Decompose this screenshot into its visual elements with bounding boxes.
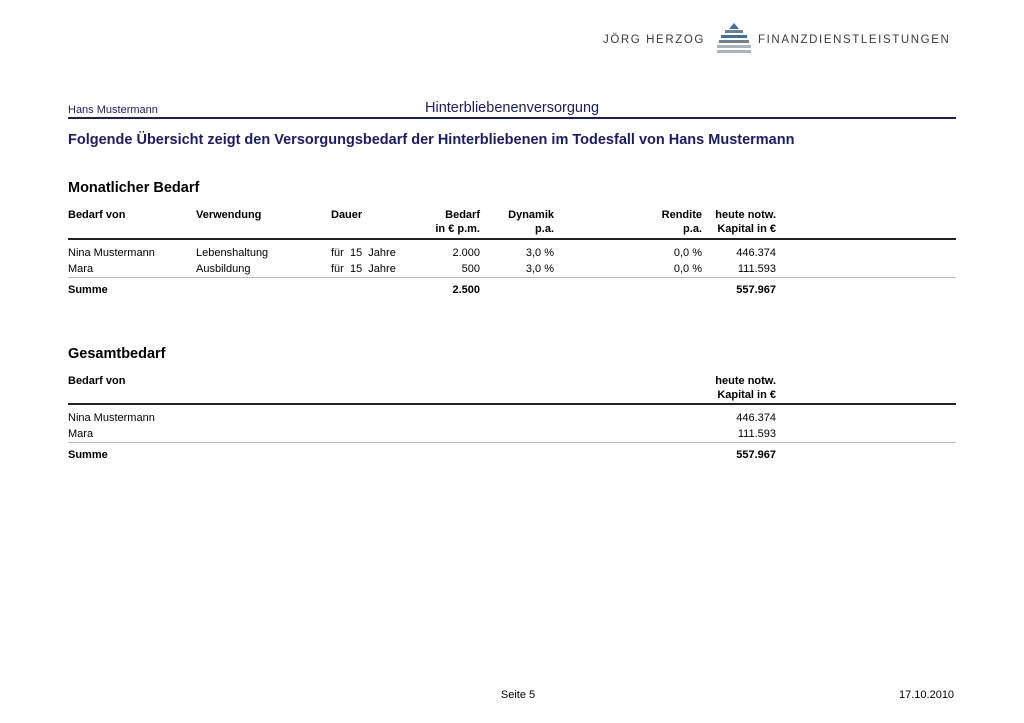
- col-kapital-line2: Kapital in €: [717, 389, 776, 401]
- row-name: Nina Mustermann: [68, 412, 155, 424]
- col-rendite-line2: p.a.: [683, 223, 702, 235]
- col-dynamik-line2: p.a.: [535, 223, 554, 235]
- sum-label: Summe: [68, 284, 108, 296]
- total-section-title: Gesamtbedarf: [68, 346, 166, 362]
- company-logo: [716, 22, 752, 56]
- col-dynamik-line1: Dynamik: [508, 209, 554, 221]
- person-name: Hans Mustermann: [68, 104, 158, 116]
- row-dauer: für 15 Jahre: [331, 263, 396, 275]
- total-header-rule: [68, 403, 956, 405]
- monthly-sum-rule: [68, 277, 956, 278]
- sum-kapital: 557.967: [736, 449, 776, 461]
- row-dynamik: 3,0 %: [525, 247, 554, 259]
- row-bedarf: 500: [461, 263, 480, 275]
- row-dynamik: 3,0 %: [525, 263, 554, 275]
- col-kapital-line2: Kapital in €: [717, 223, 776, 235]
- col-kapital-line1: heute notw.: [715, 209, 776, 221]
- row-name: Nina Mustermann: [68, 247, 155, 259]
- col-verwendung: Verwendung: [196, 209, 262, 221]
- row-dauer: für 15 Jahre: [331, 247, 396, 259]
- row-verwendung: Lebenshaltung: [196, 247, 269, 259]
- col-kapital: [696, 208, 776, 236]
- page-headline: Folgende Übersicht zeigt den Versorgungsbedarf der Hinterbliebenen im Todesfall von Hans Mustermann: [68, 132, 795, 148]
- monthly-header-rule: [68, 238, 956, 240]
- document-date: 17.10.2010: [899, 689, 955, 701]
- row-kapital: 446.374: [736, 412, 776, 424]
- sum-label: Summe: [68, 449, 108, 461]
- row-name: Mara: [68, 428, 94, 440]
- total-sum-rule: [68, 442, 956, 443]
- header-divider: [68, 117, 956, 119]
- page-number: Seite 5: [500, 689, 536, 701]
- row-name: Mara: [68, 263, 94, 275]
- sum-kapital: 557.967: [736, 284, 776, 296]
- brand-name-left: JÖRG HERZOG: [603, 34, 705, 46]
- row-kapital: 111.593: [737, 428, 776, 440]
- document-title: Hinterbliebenenversorgung: [425, 100, 600, 116]
- brand-name-right: FINANZDIENSTLEISTUNGEN: [758, 34, 951, 46]
- row-rendite: 0,0 %: [673, 263, 702, 275]
- col-dynamik: [480, 208, 554, 236]
- col-bedarf-von: Bedarf von: [68, 209, 126, 221]
- row-kapital: 111.593: [737, 263, 776, 275]
- sum-bedarf: 2.500: [452, 284, 480, 296]
- row-kapital: 446.374: [736, 247, 776, 259]
- monthly-section-title: Monatlicher Bedarf: [68, 180, 200, 196]
- row-bedarf: 2.000: [452, 247, 480, 259]
- col-dauer: Dauer: [331, 209, 363, 221]
- col-kapital-line1: heute notw.: [715, 375, 776, 387]
- col-bedarf-line1: Bedarf: [445, 209, 480, 221]
- col-bedarf: [400, 208, 480, 236]
- col-rendite-line1: Rendite: [661, 209, 702, 221]
- col-kapital: [696, 374, 776, 402]
- col-bedarf-line2: in € p.m.: [435, 223, 480, 235]
- col-rendite: [622, 208, 702, 236]
- row-verwendung: Ausbildung: [196, 263, 251, 275]
- col-bedarf-von: Bedarf von: [68, 375, 126, 387]
- row-rendite: 0,0 %: [673, 247, 702, 259]
